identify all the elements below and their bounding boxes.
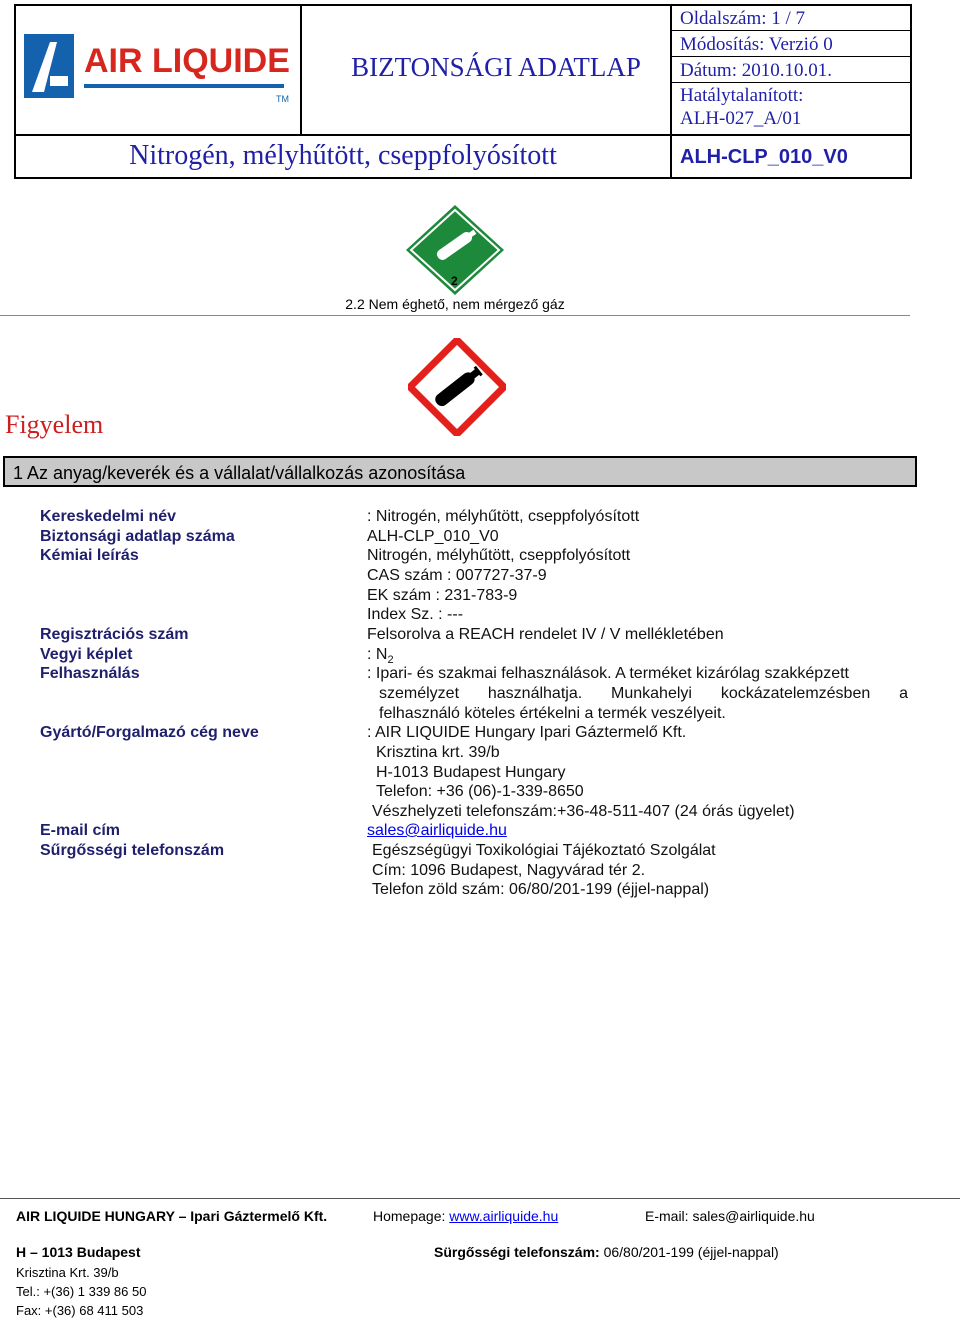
chemical-name: Nitrogén, mélyhűtött, cseppfolyósított [367, 547, 631, 564]
footer-street: Krisztina Krt. 39/b [16, 1265, 119, 1280]
section-title: 1 Az anyag/keverék és a vállalat/vállalkozás azonosítása [13, 463, 466, 483]
revision: Módosítás: Verzió 0 [680, 34, 833, 55]
index-number: Index Sz. : --- [367, 606, 464, 623]
footer-homepage-link[interactable]: www.airliquide.hu [449, 1208, 559, 1224]
formula-label: Vegyi képlet [40, 646, 133, 663]
emergency-phone: Telefon zöld szám: 06/80/201-199 (éjjel-nappal) [372, 881, 710, 898]
use-line: személyzet használhatja. Munkahelyi kockázatelemzésben a [379, 685, 908, 702]
header-divider [670, 6, 672, 177]
manufacturer-name: : AIR LIQUIDE Hungary Ipari Gáztermelő Kft. [367, 724, 687, 741]
use-line: felhasználó köteles értékelni a termék veszélyeit. [379, 705, 726, 722]
transport-class-number: 2 [451, 274, 458, 288]
footer-homepage-label: Homepage: [373, 1208, 446, 1224]
email-label: E-mail cím [40, 822, 121, 839]
registration-value: Felsorolva a REACH rendelet IV / V mellékletében [367, 626, 724, 643]
page-number: Oldalszám: 1 / 7 [680, 8, 806, 29]
footer-emergency [434, 1244, 779, 1260]
header-divider [670, 82, 910, 83]
manufacturer-phone: Telefon: +36 (06)-1-339-8650 [376, 783, 584, 800]
formula-prefix: : N [367, 646, 388, 663]
transport-label: 2.2 Nem éghető, nem mérgező gáz [345, 296, 565, 312]
registration-label: Regisztrációs szám [40, 626, 189, 643]
footer-city: H – 1013 Budapest [16, 1244, 141, 1260]
email-link[interactable]: sales@airliquide.hu [367, 822, 507, 839]
issue-date: Dátum: 2010.10.01. [680, 60, 832, 81]
signal-word: Figyelem [5, 410, 104, 439]
trade-name-label: Kereskedelmi név [40, 508, 177, 525]
supersedes-code: ALH-027_A/01 [680, 108, 802, 129]
sds-number-value: ALH-CLP_010_V0 [367, 528, 499, 545]
footer-email: E-mail: sales@airliquide.hu [645, 1208, 815, 1224]
emergency-address: Cím: 1096 Budapest, Nagyvárad tér 2. [372, 862, 646, 879]
header-divider [16, 134, 910, 136]
air-liquide-logo [24, 16, 304, 111]
manufacturer-label: Gyártó/Forgalmazó cég neve [40, 724, 259, 741]
cas-number: CAS szám : 007727-37-9 [367, 567, 547, 584]
emergency-organisation: Egészségügyi Toxikológiai Tájékoztató Szolgálat [372, 842, 716, 859]
footer-divider [0, 1198, 960, 1199]
manufacturer-street: Krisztina krt. 39/b [376, 744, 500, 761]
ec-number: EK szám : 231-783-9 [367, 587, 518, 604]
document-code: ALH-CLP_010_V0 [680, 146, 848, 168]
logo-text: AIR LIQUIDE [84, 42, 290, 80]
header-table [14, 4, 912, 179]
formula-value [367, 646, 394, 666]
sds-number-label: Biztonsági adatlap száma [40, 528, 235, 545]
trade-name-value: : Nitrogén, mélyhűtött, cseppfolyósított [367, 508, 640, 525]
supersedes-label: Hatálytalanított: [680, 85, 804, 106]
formula-subscript: 2 [387, 654, 394, 667]
logo-tm: TM [276, 94, 289, 104]
footer-emergency-label: Sürgősségi telefonszám: [434, 1244, 600, 1260]
section-header [3, 456, 917, 487]
document-title: BIZTONSÁGI ADATLAP [351, 52, 641, 82]
use-label: Felhasználás [40, 665, 140, 682]
footer-tel: Tel.: +(36) 1 339 86 50 [16, 1284, 147, 1299]
gas-cylinder-green-diamond-icon [406, 205, 504, 300]
manufacturer-city: H-1013 Budapest Hungary [376, 764, 566, 781]
header-divider [670, 56, 910, 57]
footer-emergency-value: 06/80/201-199 (éjjel-nappal) [603, 1244, 779, 1260]
gas-cylinder-ghs04-icon [408, 338, 506, 441]
use-line: : Ipari- és szakmai felhasználások. A terméket kizárólag szakképzett [367, 665, 849, 682]
product-name: Nitrogén, mélyhűtött, cseppfolyósított [129, 140, 557, 171]
footer-company: AIR LIQUIDE HUNGARY – Ipari Gáztermelő Kft. [16, 1208, 328, 1224]
footer-fax: Fax: +(36) 68 411 503 [16, 1303, 144, 1318]
header-divider [670, 30, 910, 31]
manufacturer-emergency-phone: Vészhelyzeti telefonszám:+36-48-511-407 (24 órás ügyelet) [372, 803, 795, 820]
footer-homepage [373, 1208, 558, 1224]
emergency-phone-label: Sűrgősségi telefonszám [40, 842, 225, 859]
divider [0, 315, 910, 316]
chemical-description-label: Kémiai leírás [40, 547, 139, 564]
